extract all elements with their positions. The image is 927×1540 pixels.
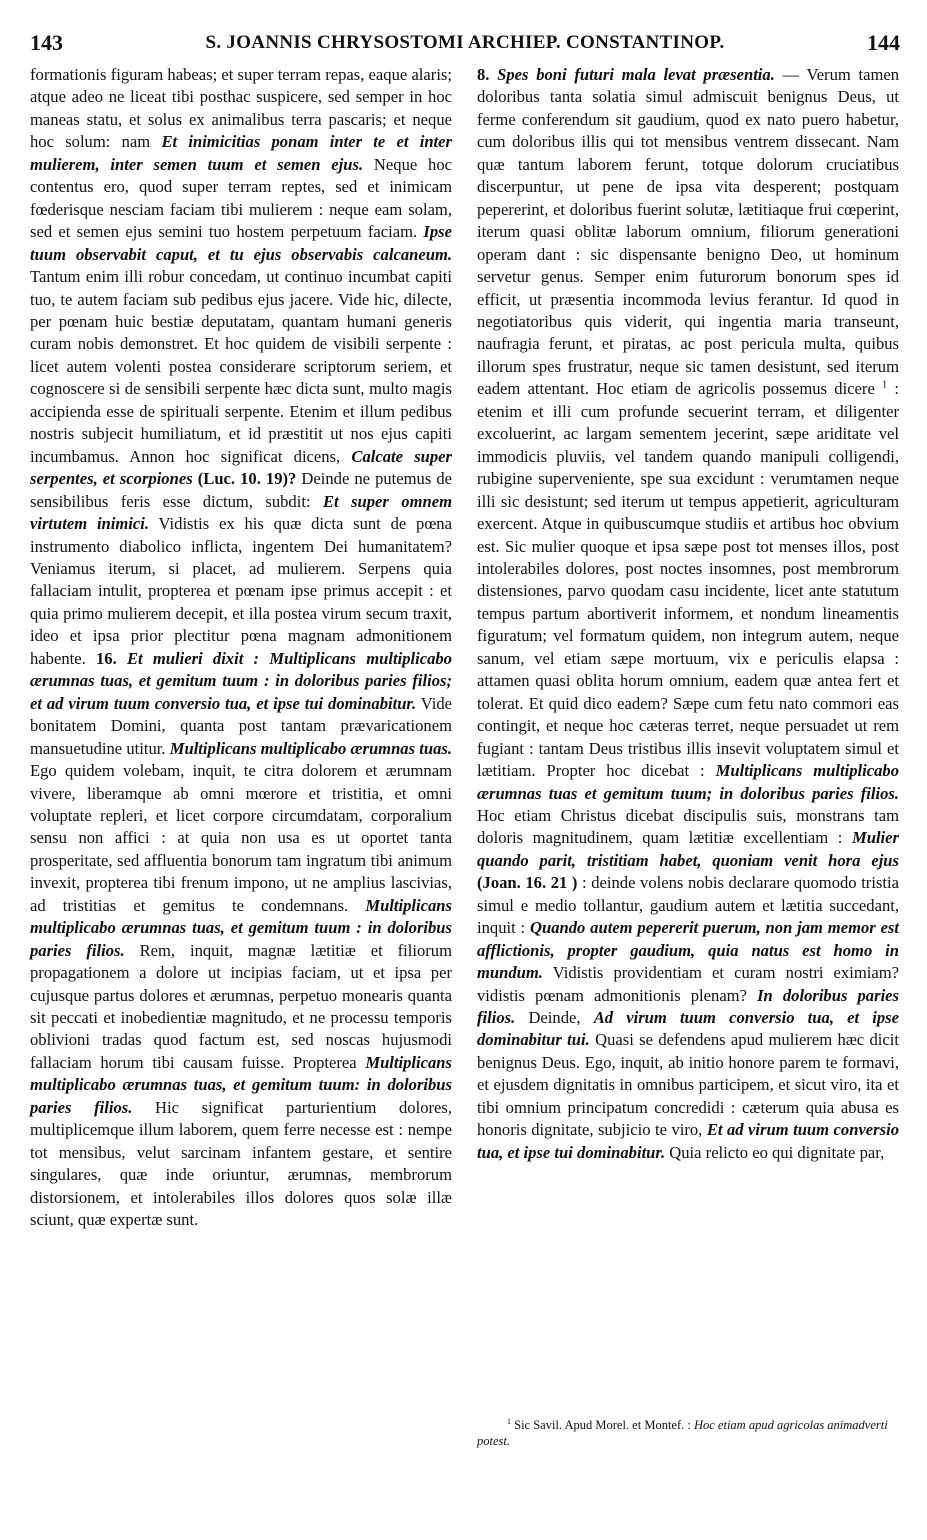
section-number: 8. bbox=[477, 65, 490, 84]
left-paragraph bbox=[30, 64, 452, 1232]
scripture-quote: Quando autem pepererit puerum, non jam memor est afflictionis, propter gaudium, quia natus est homo in mundum. bbox=[477, 918, 899, 983]
scripture-quote: Calcate super serpentes, et scorpiones bbox=[30, 446, 452, 489]
text-run: Deinde, bbox=[528, 1008, 581, 1028]
text-run: : etenim et illi cum profunde secuerint terram, et diligenter excoluerint, ac largam sementem jecerint, sæpe ariditate vel immodicis pluviis, vel tandem quando manipuli colligendi, rubigine superveniente, spe sua excidunt : verumtamen neque illi sic desistunt; sed iterum ut tempus appetierit, agriculturam exercent. Atque in quibuscumque studiis et artibus hoc obvium est. Sic mulier quoque et ipsa sæpe post tot menses illos, post intolerabiles dolores, post noctes insomnes, post membrorum distensiones, parvo quodam casu incidente, licet ante statutum tempus partum abortiverit informem, et nondum lineamentis figuratum; vel formatum quidem, non integrum autem, neque sanum, vel etiam sæpe mortuum, vix e periculis elapsa : attamen quasi oblita horum omnium, eadem quæ antea fert et tolerat. Et quid dico eadem? Sæpe cum fetu nato commori eas contingit, et neque hoc cæteras terret, neque persuadet ut rem fugiant : tantam Deus tristibus illis insevit voluptatem simul et lætitiam. Propter hoc dicebat : bbox=[477, 379, 899, 781]
footnote-mark: 1 bbox=[507, 1416, 511, 1426]
scripture-reference: (Joan. 16. 21 ) bbox=[477, 873, 578, 893]
scripture-quote: Multiplicans multiplicabo ærumnas tuas et gemitum tuum; in doloribus paries filios. bbox=[477, 761, 899, 803]
scripture-reference: (Luc. 10. 19)? bbox=[197, 469, 297, 489]
text-run: Tantum enim illi robur concedam, ut continuo incumbat capiti tuo, te autem faciam sub pedibus ejus jacere. Vide hic, dilecte, per pœnam huic bestiæ deputatam, quantam humani generis curam nobis demonstret. Et hoc quidem de visibili serpente : licet autem volenti postea considerare scriptorum seriem, et cognoscere si de sensibili serpente hæc dicta sunt, multo magis accipienda esse de spirituali serpente. Etenim et illum pedibus nostris subjecit humiliatum, et id præstitit ut nos ejus capiti incumbamus. Annon hoc significat dicens, bbox=[30, 267, 452, 466]
running-title: S. JOANNIS CHRYSOSTOMI ARCHIEP. CONSTANTINOP. bbox=[205, 32, 725, 53]
scripture-quote: Et mulieri dixit : Multiplicans multiplicabo ærumnas tuas, et gemitum tuum : in doloribus paries filios; et ad virum tuum conversio tua, et ipse tui dominabitur. bbox=[30, 648, 452, 713]
scripture-quote: Multiplicans multiplicabo ærumnas tuas. bbox=[169, 738, 452, 758]
right-column bbox=[477, 64, 899, 1164]
text-run: Hic significat parturientium dolores, multiplicemque illum laborem, quem ferre necesse est : nempe tot mensibus, velut sarcinam infantem gestare, et sentire singulares, quæ inde oriuntur, ærumnas, membrorum distorsionem, et intolerabiles illos dolores quos solæ illæ sciunt, quæ expertæ sunt. bbox=[30, 1097, 452, 1230]
verse-number: 16. bbox=[95, 648, 117, 668]
footnote bbox=[477, 1417, 899, 1449]
footnote-reference: 1 bbox=[882, 379, 888, 391]
text-run: Ego quidem volebam, inquit, te citra dolorem et ærumnam vivere, liberamque ab omni mœrore et tristitia, et omni voluptate repleri, et licet corpore circumdatam, corporalium sensu non affici : at quia non usa es ut oportet tanta prosperitate, sed affluentia bonorum tam ingratum tibi animum invexit, propterea tibi frenum impono, ut ne amplius lascivias, ad tristitias et gemitus te condemnans. bbox=[30, 761, 452, 915]
right-paragraph bbox=[477, 64, 899, 1164]
text-run: Hoc etiam Christus dicebat discipulis suis, monstrans tam doloris magnitudinem, quam lætitiæ excellentiam : bbox=[477, 805, 899, 848]
left-column bbox=[30, 64, 452, 1232]
text-run: Quasi se defendens apud mulierem hæc dicit benignus Deus. Ego, inquit, ab initio honore parem te formavi, et ejusdem dignitatis in omnibus participem, et sicut viro, ita et tibi omnium principatum concredidi : cæterum quia abusa es honoris dignitate, subjicio te viro, bbox=[477, 1030, 899, 1140]
text-run: Neque hoc contentus ero, quod super terram reptes, sed et inimicam fœderisque nesciam faciam tibi mulierem : neque eam solam, sed et semen ejus semini tuo hostem perpetuum faciam. bbox=[30, 154, 452, 242]
footnote-text: Sic Savil. Apud Morel. et Montef. : bbox=[514, 1418, 691, 1432]
text-run: — Verum tamen doloribus tanta solatia simul admiscuit benignus Deus, ut ferme conferendum sit gaudium, quod ex nato puero habetur, cum doloribus illis qui tot mensibus ventrem dissecant. Nam quæ tantum laborem ferunt, totque dolorum cruciatibus discerpuntur, ut pene de ipsa vita desperent; postquam pepererint, et doloribus fuerint solutæ, lætitiaque frui cœperint, iterum quasi oblitæ laborum omnium, filiorum generationi operam dant : sic dispensante benigno Deo, ut hominum servetur genus. Semper enim futurorum bonorum spes id efficit, ut præsentia incommoda levius ferantur. Id quod in negotiatoribus quis viderit, qui ingentia maria transeunt, naufragia ferunt, et piratas, ac post pericula multa, quibus illorum spes frustratur, neque sic tamen desistunt, sed iterum eadem attentant. Hoc etiam de agricolis possemus dicere bbox=[477, 65, 900, 399]
footnote-italic-text: Hoc etiam apud agricolas animadverti potest. bbox=[477, 1418, 888, 1448]
text-run: : deinde volens nobis declarare quomodo tristia simul e medio tollantur, gaudium autem et lætitia succedant, inquit : bbox=[477, 873, 899, 938]
scripture-quote: Multiplicans multiplicabo ærumnas tuas, et gemitum tuum : in doloribus paries filios. bbox=[30, 895, 452, 960]
text-run: Vidistis providentiam et curam nostri eximiam? vidistis pœnam admonitionis plenam? bbox=[477, 963, 899, 1005]
text-run: Vide bonitatem Domini, quanta post tantam prævaricationem mansuetudine utitur. bbox=[30, 693, 453, 758]
scripture-quote: Ipse tuum observabit caput, et tu ejus observabis calcaneum. bbox=[30, 222, 452, 264]
section-heading: Spes boni futuri mala levat præsentia. bbox=[497, 65, 775, 84]
scripture-quote: Et inimicitias ponam inter te et inter mulierem, inter semen tuum et semen ejus. bbox=[30, 132, 452, 174]
page-header bbox=[30, 30, 900, 60]
scripture-quote: Et super omnem virtutem inimici. bbox=[30, 491, 452, 534]
text-run: Rem, inquit, magnæ lætitiæ et filiorum propagationem a dolore ut incipias faciam, ut et ipsa per cujusque partus dolores et ærumnas, perpetuo monearis quanta sit peccati et inobedientiæ magnitudo, et ne processu temporis oblivioni tradas quod factum est, sed noscas hujusmodi fallaciam horum tibi causam fuisse. Propterea bbox=[30, 940, 452, 1072]
text-run: Deinde ne putemus de sensibilibus feris esse dictum, subdit: bbox=[30, 469, 453, 511]
text-run: Quia relicto eo qui dignitate par, bbox=[669, 1142, 885, 1162]
text-run: Vidistis ex his quæ dicta sunt de pœna instrumento diabolico inflicta, ingentem Dei humanitatem? Veniamus iterum, si placet, ad mulierem. Serpens quia fallaciam intulit, propterea et pœnam ipse primus accepit : et quia primo mulierem decepit, et illa postea virum secum traxit, ideo et ipsa prior plectitur pœna magnam admonitionem habente. bbox=[30, 514, 452, 668]
text-run: formationis figuram habeas; et super terram repas, eaque alaris; atque adeo ne liceat tibi posthac suspicere, sed semper in hoc maneas statu, et solus ex animalibus terra pascaris; et neque hoc solum: nam bbox=[30, 65, 452, 152]
page-number-right: 144 bbox=[867, 30, 900, 55]
scripture-quote: Mulier quando parit, tristitiam habet, quoniam venit hora ejus bbox=[477, 828, 899, 870]
scripture-quote: Multiplicans multiplicabo ærumnas tuas, et gemitum tuum: in doloribus paries filios. bbox=[30, 1052, 452, 1117]
scripture-quote: In doloribus paries filios. bbox=[477, 985, 899, 1028]
scripture-quote: Ad virum tuum conversio tua, et ipse dominabitur tui. bbox=[477, 1008, 900, 1050]
page-number-left: 143 bbox=[30, 30, 63, 55]
scripture-quote: Et ad virum tuum conversio tua, et ipse tui dominabitur. bbox=[477, 1120, 899, 1162]
